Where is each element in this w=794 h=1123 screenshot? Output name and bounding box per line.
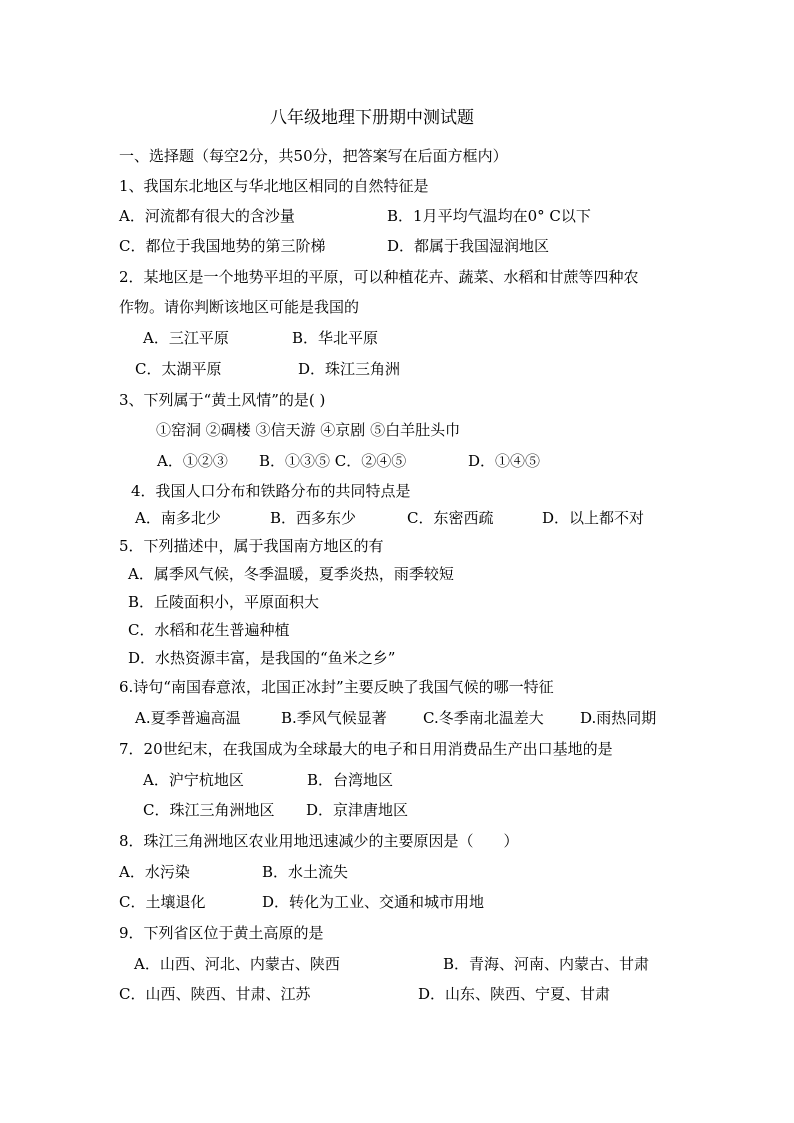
q9-option-b: B．青海、河南、内蒙古、甘肃	[443, 955, 650, 973]
q7-option-d: D．京津唐地区	[306, 801, 409, 819]
q7-option-a: A．沪宁杭地区	[143, 771, 244, 789]
q9-option-c: C．山西、陕西、甘肃、江苏	[119, 985, 311, 1003]
question-7-stem: 7．20世纪末，在我国成为全球最大的电子和日用消费品生产出口基地的是	[119, 740, 613, 758]
q3-option-bc: B．①③⑤ C．②④⑤	[259, 452, 407, 470]
q5-option-d: D．水热资源丰富，是我国的“鱼米之乡”	[128, 649, 396, 667]
q5-option-b: B．丘陵面积小，平原面积大	[128, 593, 320, 611]
q1-option-b: B．1月平均气温均在0° C以下	[387, 207, 591, 225]
q9-option-a: A．山西、河北、内蒙古、陕西	[134, 955, 340, 973]
q8-option-b: B．水土流失	[262, 863, 349, 881]
question-9-stem: 9．下列省区位于黄土高原的是	[119, 924, 324, 942]
question-1-stem: 1、我国东北地区与华北地区相同的自然特征是	[119, 177, 429, 195]
question-2-stem-cont: 作物。请你判断该地区可能是我国的	[119, 298, 360, 316]
q4-option-d: D．以上都不对	[542, 509, 645, 527]
question-4-stem: 4．我国人口分布和铁路分布的共同特点是	[131, 482, 411, 500]
q7-option-b: B．台湾地区	[307, 771, 394, 789]
q6-option-a: A.夏季普遍高温	[135, 709, 241, 727]
q6-option-d: D.雨热同期	[580, 709, 657, 727]
question-3-items: ①窑洞 ②碉楼 ③信天游 ④京剧 ⑤白羊肚头巾	[156, 421, 461, 439]
q2-option-c: C．太湖平原	[135, 360, 222, 378]
q2-option-b: B．华北平原	[292, 329, 379, 347]
q3-option-d: D．①④⑤	[468, 452, 541, 470]
q2-option-d: D．珠江三角洲	[298, 360, 401, 378]
q4-option-b: B．西多东少	[270, 509, 357, 527]
q4-option-c: C．东密西疏	[407, 509, 494, 527]
q9-option-d: D．山东、陕西、宁夏、甘肃	[418, 985, 611, 1003]
q8-option-c: C．土壤退化	[119, 893, 206, 911]
q8-option-d: D．转化为工业、交通和城市用地	[262, 893, 485, 911]
q1-option-a: A．河流都有很大的含沙量	[119, 207, 295, 225]
q2-option-a: A．三江平原	[143, 329, 229, 347]
q6-option-c: C.冬季南北温差大	[423, 709, 544, 727]
q1-option-d: D．都属于我国湿润地区	[387, 237, 550, 255]
q8-option-a: A．水污染	[119, 863, 190, 881]
q7-option-c: C．珠江三角洲地区	[143, 801, 275, 819]
section-heading: 一、选择题（每空2分，共50分，把答案写在后面方框内）	[119, 147, 508, 165]
q1-option-c: C．都位于我国地势的第三阶梯	[119, 237, 326, 255]
q4-option-a: A．南多北少	[135, 509, 221, 527]
question-2-stem: 2．某地区是一个地势平坦的平原，可以种植花卉、蔬菜、水稻和甘蔗等四种农	[119, 268, 639, 286]
question-8-stem: 8．珠江三角洲地区农业用地迅速减少的主要原因是（ ）	[119, 832, 519, 850]
question-6-stem: 6.诗句“南国春意浓，北国正冰封”主要反映了我国气候的哪一特征	[119, 678, 554, 696]
page-title: 八年级地理下册期中测试题	[270, 108, 474, 128]
q3-option-a: A．①②③	[157, 452, 228, 470]
question-5-stem: 5．下列描述中，属于我国南方地区的有	[119, 537, 384, 555]
q5-option-a: A．属季风气候，冬季温暖，夏季炎热，雨季较短	[128, 565, 454, 583]
question-3-stem: 3、下列属于“黄土风情”的是( )	[119, 391, 326, 409]
q6-option-b: B.季风气候显著	[281, 709, 387, 727]
q5-option-c: C．水稻和花生普遍种植	[128, 621, 290, 639]
